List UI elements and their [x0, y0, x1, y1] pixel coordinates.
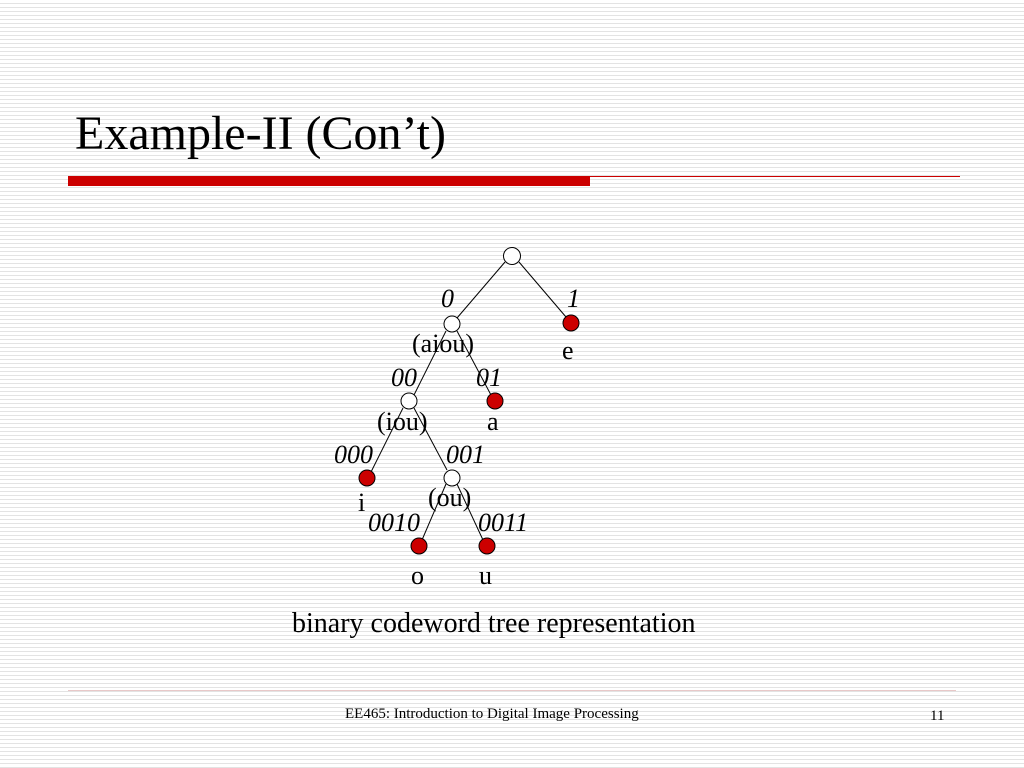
label-leaf-u: u — [479, 561, 492, 590]
label-aiou: (aiou) — [412, 329, 475, 358]
edge-root-right — [519, 262, 566, 317]
label-leaf-i: i — [358, 488, 366, 517]
code-label-01: 01 — [476, 363, 502, 392]
node-leaf-e — [563, 315, 579, 331]
label-leaf-e: e — [562, 336, 574, 365]
slide-title: Example-II (Con’t) — [75, 107, 446, 160]
label-iou: (iou) — [377, 407, 428, 436]
diagram-caption: binary codeword tree representation — [292, 608, 696, 639]
node-root — [504, 248, 521, 265]
edge-root-left — [457, 262, 505, 318]
node-leaf-u — [479, 538, 495, 554]
label-leaf-o: o — [411, 561, 424, 590]
code-label-0010: 0010 — [368, 508, 420, 537]
node-leaf-i — [359, 470, 375, 486]
label-leaf-a: a — [487, 407, 499, 436]
label-ou: (ou) — [428, 483, 472, 512]
code-label-1: 1 — [567, 284, 580, 313]
footer-course-title: EE465: Introduction to Digital Image Processing — [345, 706, 639, 722]
code-label-00: 00 — [391, 363, 417, 392]
code-label-000: 000 — [334, 440, 373, 469]
code-label-001: 001 — [446, 440, 485, 469]
page-number: 11 — [930, 708, 945, 724]
footer-divider — [68, 690, 956, 691]
code-label-0: 0 — [441, 284, 454, 313]
code-label-0011: 0011 — [478, 508, 529, 537]
node-leaf-o — [411, 538, 427, 554]
